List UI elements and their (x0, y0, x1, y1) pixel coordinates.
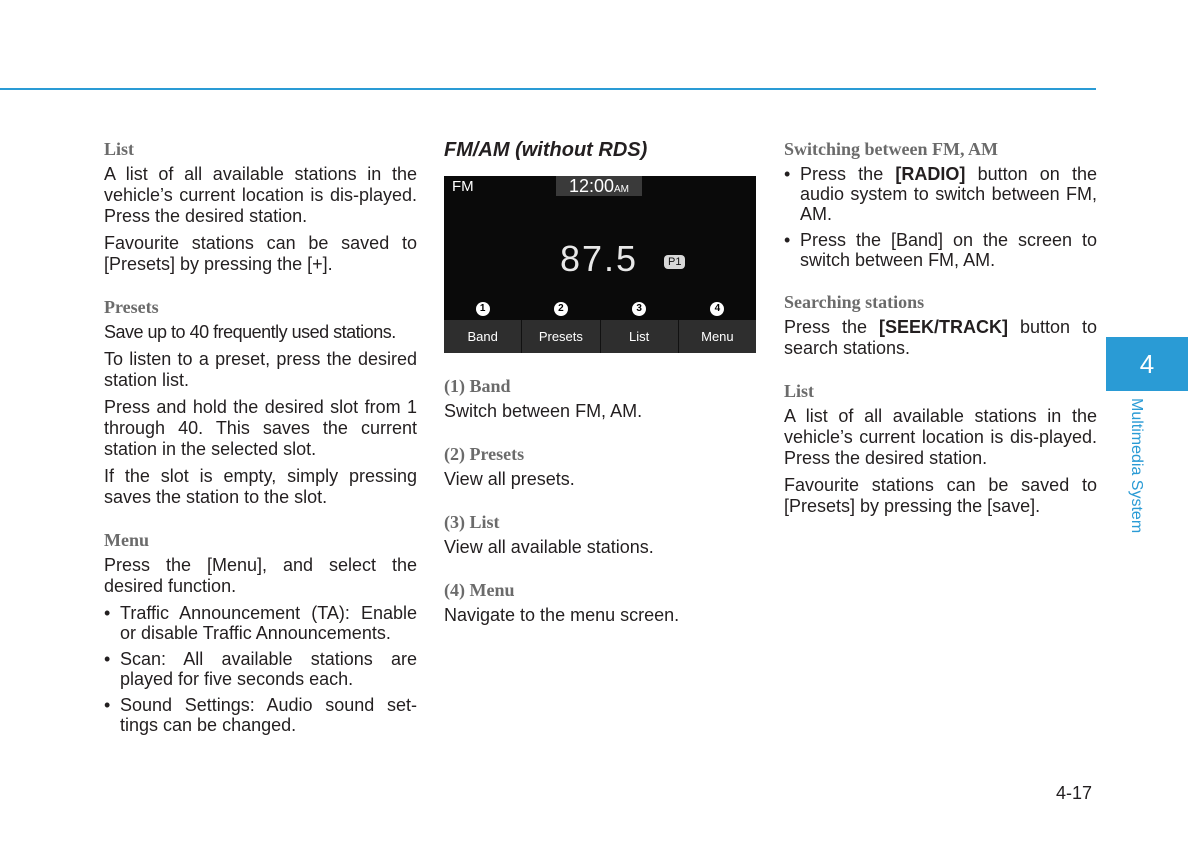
presets-paragraph-4: If the slot is empty, simply pressing saves the station to the slot. (104, 466, 417, 507)
menu-function-list (104, 603, 417, 735)
text-run: button to search stations. (784, 317, 1097, 358)
band-indicator: FM (452, 178, 474, 195)
list-paragraph-2: Favourite stations can be saved to [Presets] by pressing the [+]. (104, 233, 417, 274)
softkey-label: Menu (701, 329, 734, 344)
softkey-list (601, 303, 679, 353)
text-run: Press the (800, 164, 896, 184)
list-item (784, 164, 1097, 224)
preset-badge: P1 (664, 255, 685, 269)
clock-time: 12:00 (568, 176, 615, 196)
softkey-bar (444, 303, 756, 353)
searching-heading: Searching stations (784, 292, 925, 312)
header-rule (0, 88, 1096, 90)
column-3 (784, 138, 1097, 523)
list-item: • Traffic Announcement (TA): Enable or disable Traffic Announcements. (104, 603, 417, 643)
column-1 (104, 138, 417, 741)
softkey-label: List (629, 329, 650, 344)
chapter-tab: 4 (1106, 337, 1188, 391)
switching-list (784, 164, 1097, 270)
clock-ampm: AM (614, 184, 630, 195)
radio-screen-image (444, 176, 756, 353)
text-run: button on the audio system to switch between FM, AM. (800, 164, 1097, 224)
softkey-label: Presets (538, 329, 583, 344)
seek-track-reference: [SEEK/TRACK] (878, 317, 1008, 337)
presets-item-heading: (2) Presets (444, 444, 525, 464)
chapter-name: Multimedia System (1128, 398, 1145, 534)
column-2 (444, 138, 757, 632)
callout-number: 1 (476, 302, 490, 316)
clock-display (556, 176, 642, 196)
presets-heading: Presets (104, 297, 159, 317)
softkey-band (444, 303, 522, 353)
list-item: • Press the [Band] on the screen to switch between FM, AM. (784, 230, 1097, 270)
list-paragraph-2: Favourite stations can be saved to [Presets] by pressing the [save]. (784, 475, 1097, 516)
page-number: 4-17 (1056, 783, 1093, 803)
text-run: Press the (784, 317, 879, 337)
softkey-menu (679, 303, 756, 353)
list-paragraph-1: A list of all available stations in the vehicle’s current location is dis-played. Press the desired station. (104, 164, 417, 226)
list-item: • Sound Settings: Audio sound set-tings can be changed. (104, 695, 417, 735)
softkey-presets (522, 303, 600, 353)
section-title: FM/AM (without RDS) (444, 139, 648, 161)
switching-heading: Switching between FM, AM (784, 139, 998, 159)
callout-number: 3 (632, 302, 646, 316)
list-item-heading: (3) List (444, 512, 500, 532)
presets-item-text: View all presets. (444, 469, 575, 489)
menu-item-text: Navigate to the menu screen. (444, 605, 680, 625)
frequency-display: 87.5 (560, 238, 639, 279)
callout-number: 2 (554, 302, 568, 316)
band-item-text: Switch between FM, AM. (444, 401, 643, 421)
callout-number: 4 (710, 302, 724, 316)
presets-paragraph-3: Press and hold the desired slot from 1 through 40. This saves the current station in the selected slot. (104, 397, 417, 459)
list-item: • Scan: All available stations are played for five seconds each. (104, 649, 417, 689)
radio-button-reference: [RADIO] (895, 164, 966, 184)
presets-paragraph-1: Save up to 40 frequently used stations. (104, 322, 396, 342)
softkey-label: Band (467, 329, 498, 344)
band-item-heading: (1) Band (444, 376, 511, 396)
searching-paragraph (784, 317, 1097, 359)
menu-paragraph: Press the [Menu], and select the desired function. (104, 555, 417, 596)
presets-paragraph-2: To listen to a preset, press the desired station list. (104, 349, 417, 390)
menu-item-heading: (4) Menu (444, 580, 515, 600)
list-heading: List (104, 139, 135, 159)
list-paragraph-1: A list of all available stations in the vehicle’s current location is dis-played. Press the desired station. (784, 406, 1097, 468)
list-heading: List (784, 381, 815, 401)
list-item-text: View all available stations. (444, 537, 654, 557)
menu-heading: Menu (104, 530, 149, 550)
